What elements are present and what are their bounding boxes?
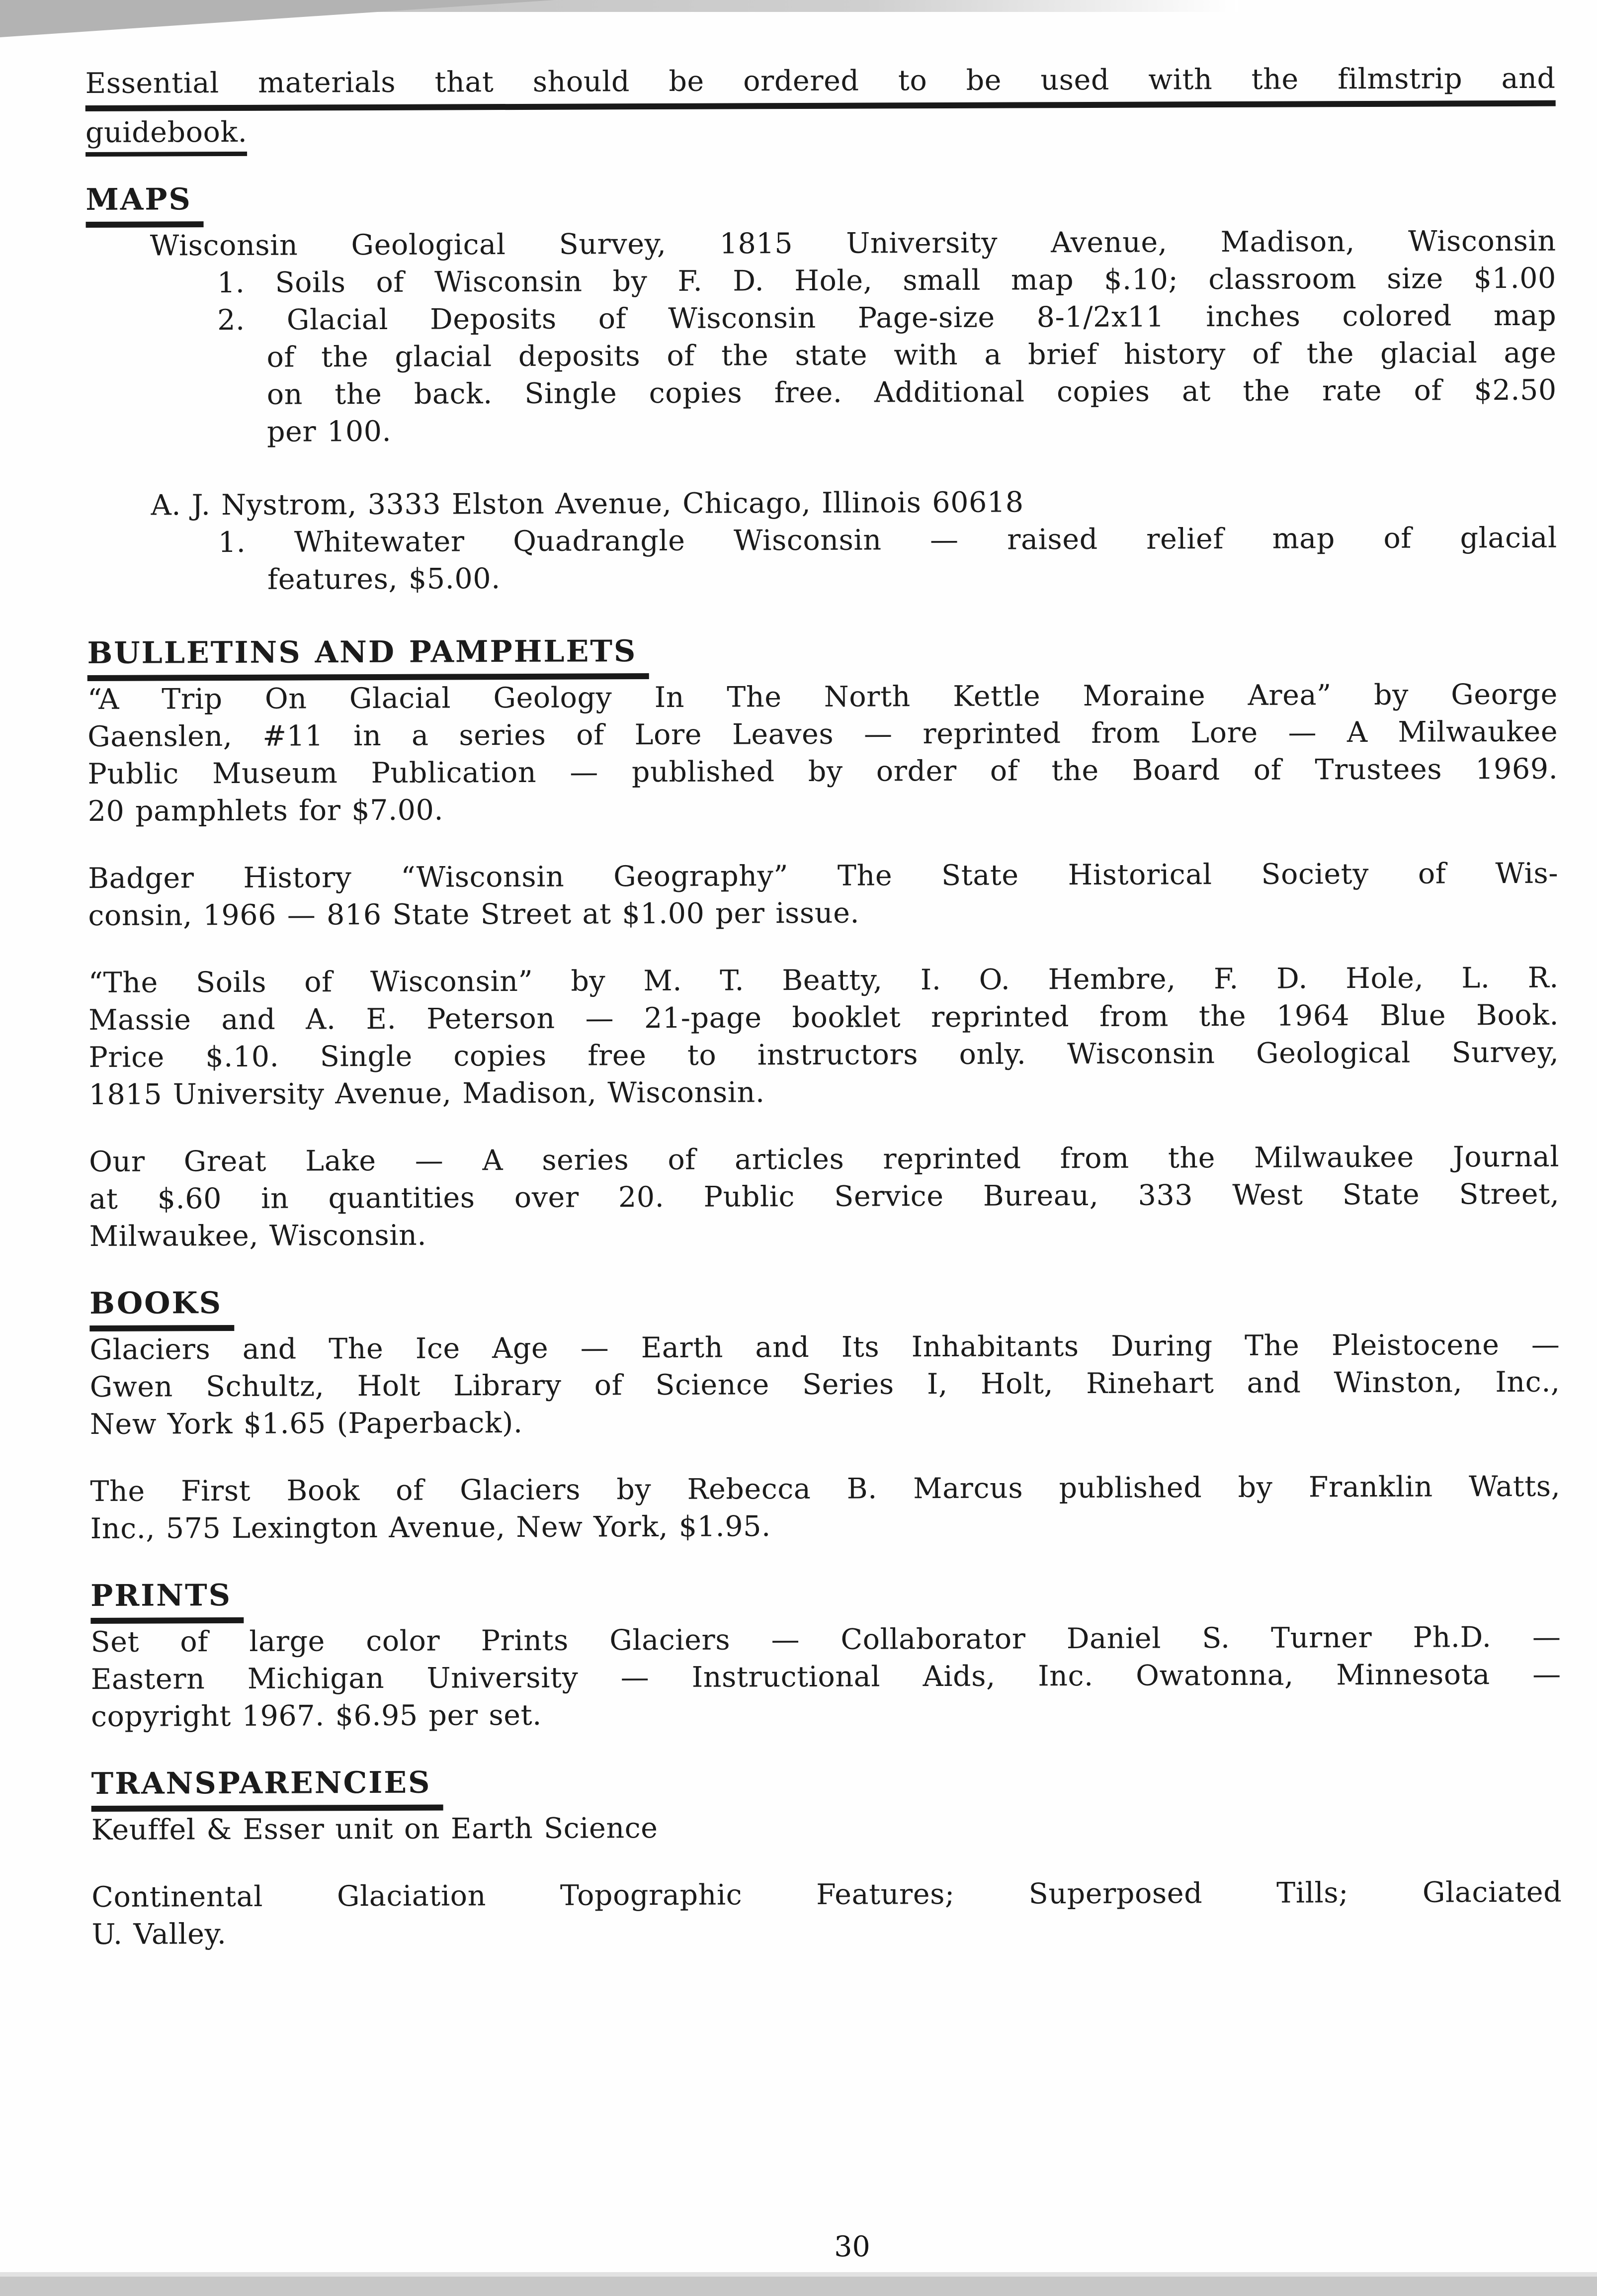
text-line xyxy=(267,409,1557,451)
text-line xyxy=(90,1364,1560,1406)
text-line xyxy=(88,892,1558,935)
line-text: 2. Glacial Deposits of Wisconsin Page-size 8-1/2x11 inches colored map xyxy=(217,299,1557,337)
text-line xyxy=(267,557,1557,599)
line-text: Inc., 575 Lexington Avenue, New York, $1.95. xyxy=(90,1510,771,1545)
line-text: The First Book of Glaciers by Rebecca B. Marcus published by Franklin Watts, xyxy=(90,1470,1561,1508)
section-heading-transparencies xyxy=(91,1761,1561,1803)
text-line xyxy=(87,676,1558,718)
text-line xyxy=(85,60,1555,111)
text-line xyxy=(89,1176,1559,1218)
line-text: “The Soils of Wisconsin” by M. T. Beatty, I. O. Hembre, F. D. Hole, L. R. xyxy=(88,961,1559,999)
bulletin-badger-history xyxy=(88,855,1559,935)
line-text: MAPS xyxy=(85,182,204,228)
text-line xyxy=(266,335,1556,376)
text-line xyxy=(85,109,1556,152)
line-text: 1. Soils of Wisconsin by F. D. Hole, small map $.10; classroom size $1.00 xyxy=(217,262,1557,300)
line-text: Set of large color Prints Glaciers — Collaborator Daniel S. Turner Ph.D. — xyxy=(90,1620,1561,1659)
transparencies-continental-glaciation xyxy=(91,1874,1562,1953)
text-line xyxy=(88,997,1559,1039)
text-line xyxy=(88,855,1558,897)
text-line xyxy=(267,372,1557,414)
line-text: Gwen Schultz, Holt Library of Science Series I, Holt, Rinehart and Winston, Inc., xyxy=(89,1365,1560,1404)
line-text: copyright 1967. $6.95 per set. xyxy=(90,1698,542,1733)
line-text: consin, 1966 — 816 State Street at $1.00 per issue. xyxy=(88,896,860,932)
line-text: Eastern Michigan University — Instructional Aids, Inc. Owatonna, Minnesota — xyxy=(90,1658,1561,1696)
section-heading-bulletins-and-pamphlets xyxy=(87,630,1557,672)
line-text: Badger History “Wisconsin Geography” The State Historical Society of Wis- xyxy=(88,857,1559,895)
text-line xyxy=(85,177,1556,219)
line-text: guidebook. xyxy=(85,116,248,157)
line-text: Milwaukee, Wisconsin. xyxy=(89,1219,427,1253)
maps-nystrom xyxy=(86,482,1557,599)
line-text: 1. Whitewater Quadrangle Wisconsin — raised relief map of glacial xyxy=(218,521,1557,559)
section-heading-books xyxy=(89,1280,1560,1323)
text-line xyxy=(90,1619,1561,1661)
line-text: “A Trip On Glacial Geology In The North Kettle Moraine Area” by George xyxy=(87,678,1558,716)
text-line xyxy=(91,1874,1562,1916)
text-line xyxy=(87,713,1558,756)
line-text: Glaciers and The Ice Age — Earth and Its Inhabitants During The Pleistocene — xyxy=(89,1328,1560,1366)
line-text: 20 pamphlets for $7.00. xyxy=(87,794,444,828)
maps-wisconsin-geological-survey xyxy=(86,223,1557,451)
text-line xyxy=(90,1468,1560,1510)
line-text: A. J. Nystrom, 3333 Elston Avenue, Chicago, Illinois 60618 xyxy=(151,486,1024,522)
intro-note xyxy=(85,60,1556,152)
text-line xyxy=(217,260,1556,302)
line-text: features, $5.00. xyxy=(267,562,501,596)
text-line xyxy=(90,1573,1561,1615)
text-line xyxy=(150,223,1556,265)
text-line xyxy=(89,1071,1559,1114)
text-line xyxy=(218,520,1557,561)
scan-edge-artifact-bottom xyxy=(0,2277,1597,2296)
text-line xyxy=(88,960,1559,1002)
text-line xyxy=(90,1401,1560,1443)
text-line xyxy=(87,630,1557,672)
text-line xyxy=(89,1326,1560,1369)
line-text: BULLETINS AND PAMPHLETS xyxy=(87,634,649,681)
text-line xyxy=(91,1807,1562,1849)
text-line xyxy=(87,751,1558,793)
line-text: PRINTS xyxy=(90,1578,244,1624)
line-text: on the back. Single copies free. Additional copies at the rate of $2.50 xyxy=(266,373,1557,411)
line-text: Keuffel & Esser unit on Earth Science xyxy=(91,1812,658,1847)
line-text: TRANSPARENCIES xyxy=(91,1766,443,1812)
text-line xyxy=(151,482,1557,525)
prints-set-of-large-color-prints xyxy=(90,1619,1561,1736)
book-glaciers-and-the-ice-age xyxy=(89,1326,1560,1443)
text-line xyxy=(89,1139,1559,1181)
section-heading-maps xyxy=(85,177,1556,219)
line-text: U. Valley. xyxy=(91,1918,227,1951)
line-text: Massie and A. E. Peterson — 21-page booklet reprinted from the 1964 Blue Book. xyxy=(88,998,1559,1037)
line-text: of the glacial deposits of the state with a brief history of the glacial age xyxy=(266,336,1557,374)
text-line xyxy=(88,788,1558,830)
section-heading-prints xyxy=(90,1573,1561,1615)
text-line xyxy=(89,1213,1560,1255)
page-number: 30 xyxy=(834,2230,870,2263)
line-text: Continental Glaciation Topographic Features; Superposed Tills; Glaciated xyxy=(91,1875,1562,1914)
line-text: Wisconsin Geological Survey, 1815 University Avenue, Madison, Wisconsin xyxy=(150,224,1556,263)
text-line xyxy=(90,1505,1561,1548)
text-line xyxy=(91,1761,1561,1803)
line-text: New York $1.65 (Paperback). xyxy=(89,1406,523,1441)
bulletin-soils-of-wisconsin xyxy=(88,960,1559,1114)
line-text: Our Great Lake — A series of articles reprinted from the Milwaukee Journal xyxy=(89,1140,1560,1178)
line-text: Public Museum Publication — published by order of the Board of Trustees 1969. xyxy=(87,752,1558,791)
text-line xyxy=(89,1280,1560,1323)
text-line xyxy=(88,1034,1559,1076)
transparencies-keuffel-esser xyxy=(91,1807,1562,1849)
line-text: BOOKS xyxy=(89,1286,234,1331)
text-line xyxy=(217,297,1556,339)
book-first-book-of-glaciers xyxy=(90,1468,1561,1548)
text-line xyxy=(91,1656,1561,1698)
text-line xyxy=(91,1911,1562,1953)
line-text: Price $.10. Single copies free to instructors only. Wisconsin Geological Survey, xyxy=(88,1036,1559,1074)
line-text: per 100. xyxy=(266,415,392,448)
text-line xyxy=(91,1693,1561,1736)
line-text: Essential materials that should be ordered to be used with the filmstrip and xyxy=(85,62,1556,100)
line-text: 1815 University Avenue, Madison, Wisconsin. xyxy=(88,1076,765,1111)
bulletin-our-great-lake xyxy=(89,1139,1560,1255)
line-text: at $.60 in quantities over 20. Public Service Bureau, 333 West State Street, xyxy=(89,1177,1560,1216)
line-text: Gaenslen, #11 in a series of Lore Leaves — reprinted from Lore — A Milwaukee xyxy=(87,715,1558,754)
bulletin-trip-on-glacial-geology xyxy=(87,676,1558,830)
